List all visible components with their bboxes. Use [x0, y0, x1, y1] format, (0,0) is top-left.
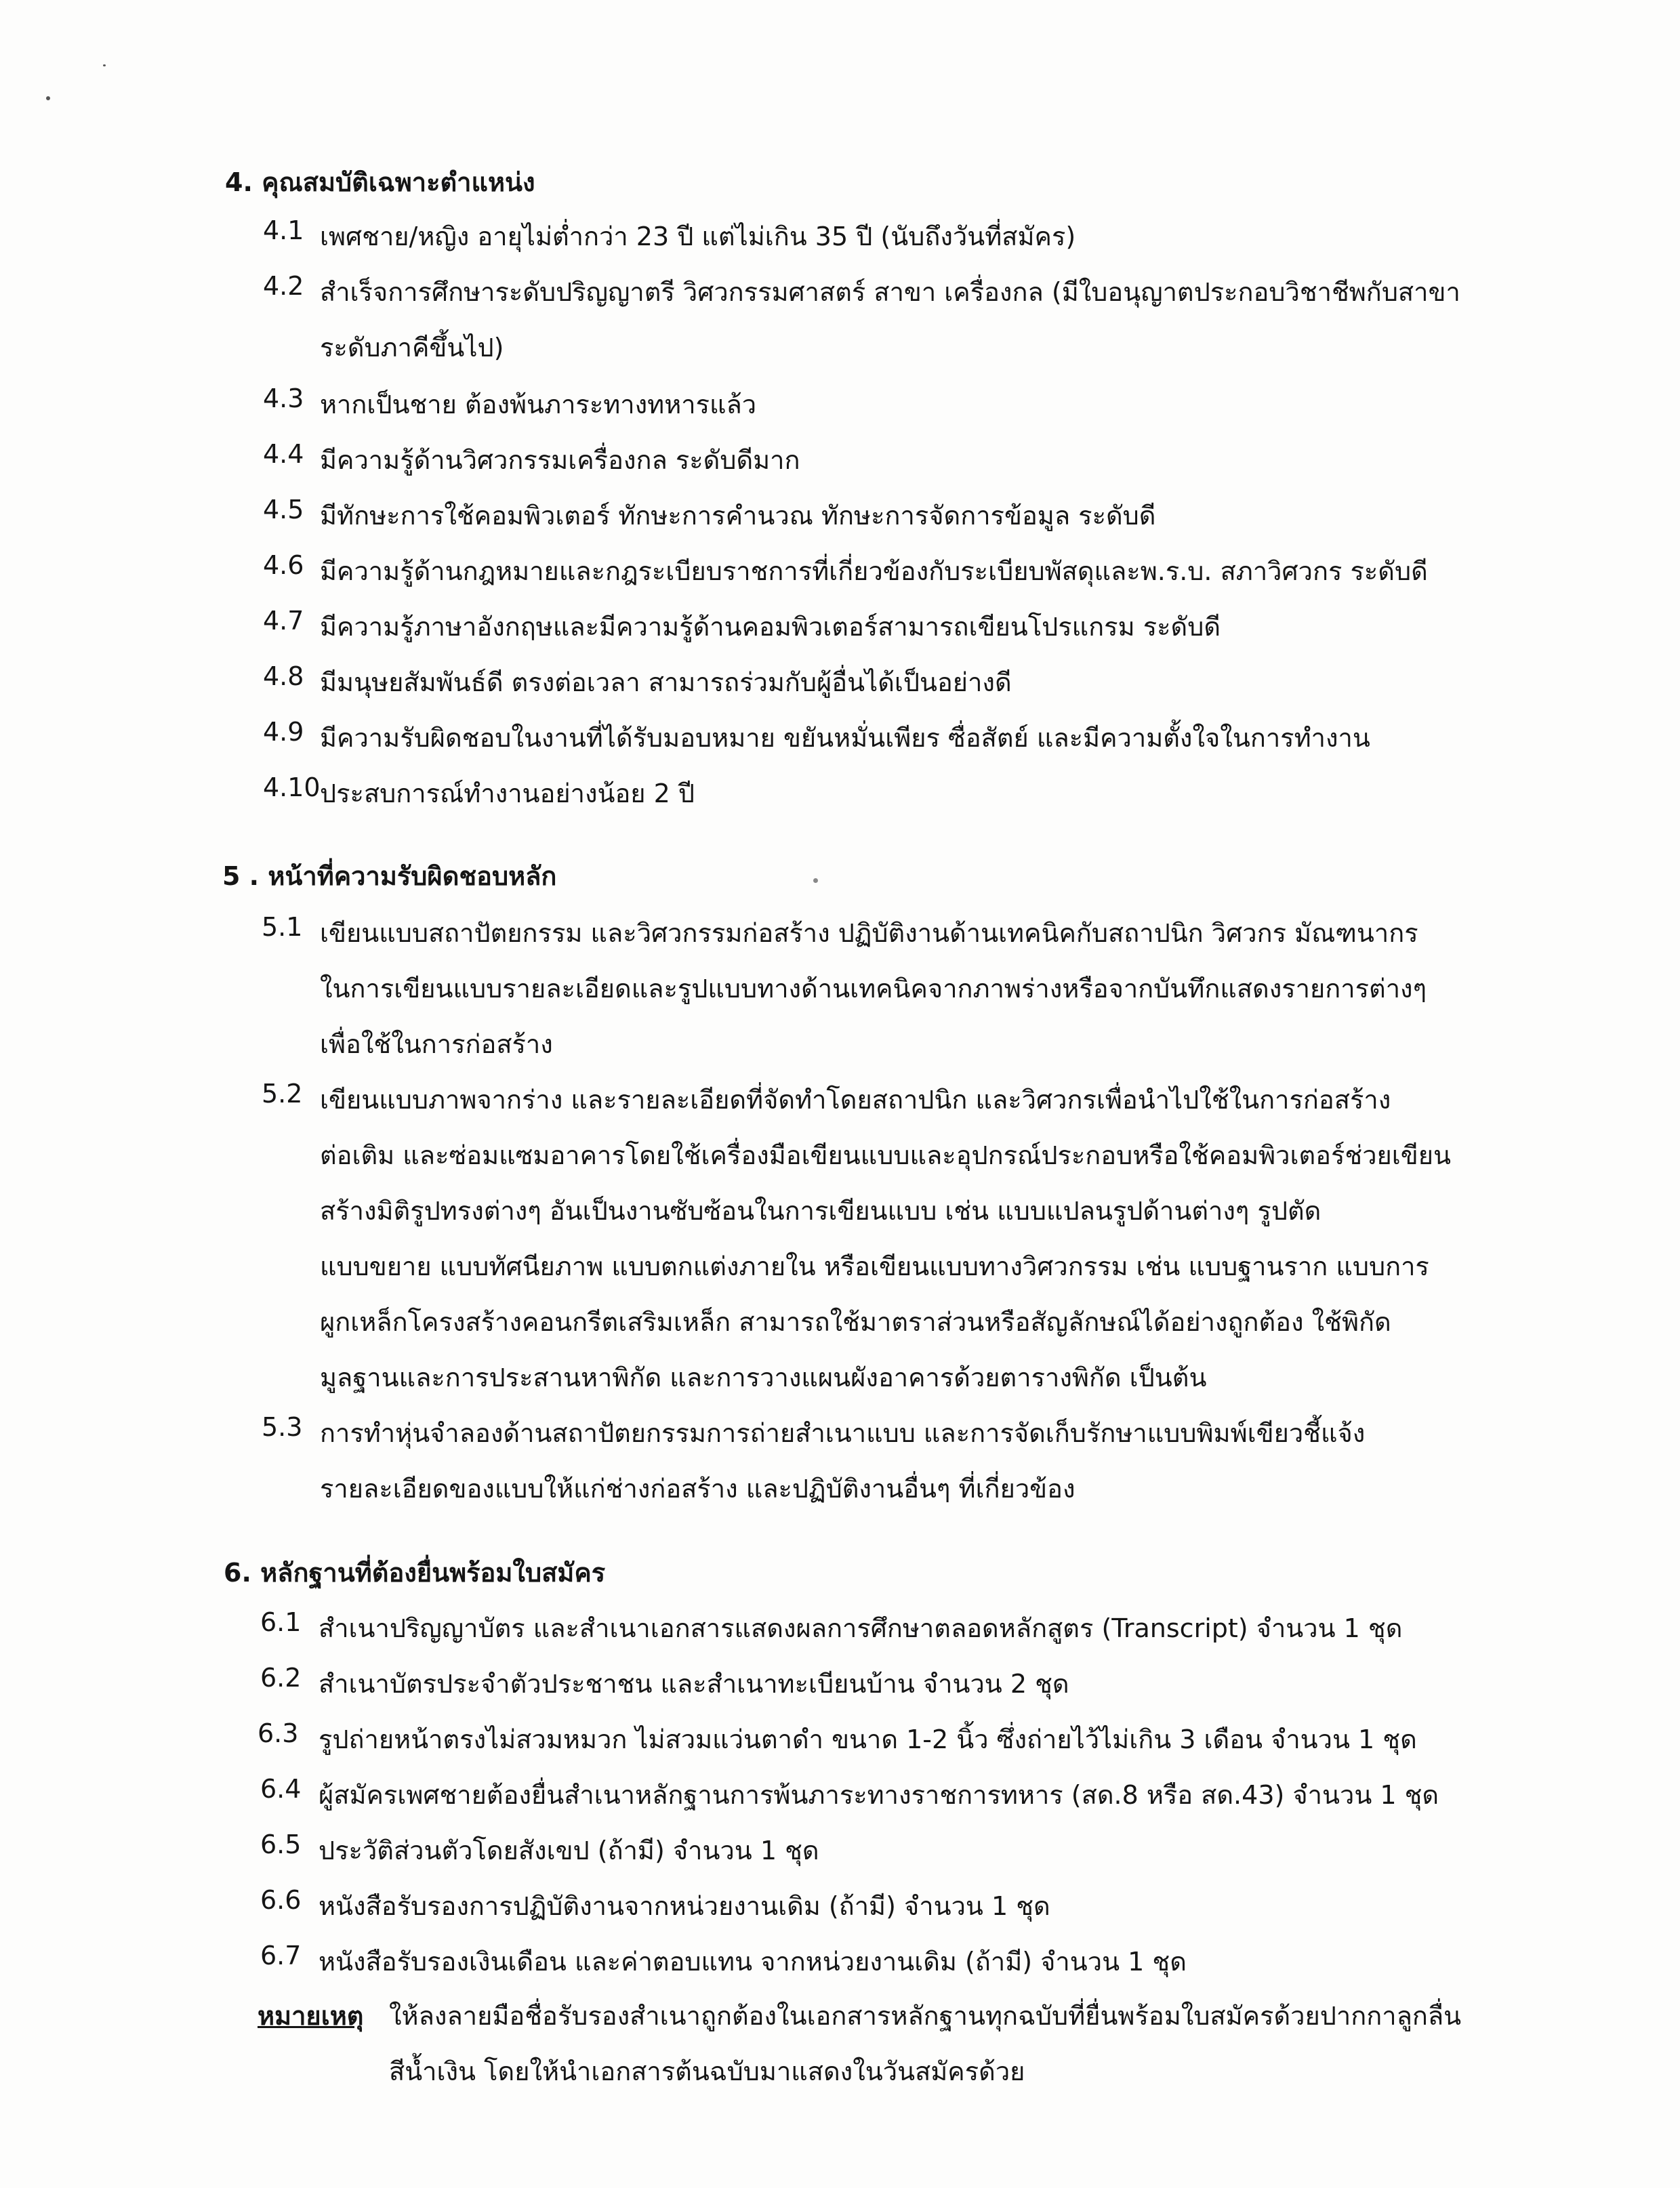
item-text: สร้างมิติรูปทรงต่างๆ อันเป็นงานซับซ้อนในการเขียนแบบ เช่น แบบแปลนรูปด้านต่างๆ รูปตัด — [320, 1196, 1322, 1226]
item-text: มีความรู้ภาษาอังกฤษและมีความรู้ด้านคอมพิวเตอร์สามารถเขียนโปรแกรม ระดับดี — [320, 612, 1221, 642]
item-number: 5.2 — [262, 1079, 303, 1109]
item-text: มีความรู้ด้านวิศวกรรมเครื่องกล ระดับดีมาก — [320, 445, 800, 475]
item-text: มีความรับผิดชอบในงานที่ได้รับมอบหมาย ขยันหมั่นเพียร ซื่อสัตย์ และมีความตั้งใจในการทำงาน — [320, 723, 1370, 753]
item-text: การทำหุ่นจำลองด้านสถาปัตยกรรมการถ่ายสำเนาแบบ และการจัดเก็บรักษาแบบพิมพ์เขียวชี้แจ้ง — [320, 1418, 1366, 1448]
section-4-heading: 4. คุณสมบัติเฉพาะตำแหน่ง — [225, 167, 535, 197]
item-number: 4.5 — [263, 495, 304, 524]
item-text: ผูกเหล็กโครงสร้างคอนกรีตเสริมเหล็ก สามารถใช้มาตราส่วนหรือสัญลักษณ์ได้อย่างถูกต้อง ใช้พิกัด — [320, 1307, 1391, 1337]
item-text: มีมนุษยสัมพันธ์ดี ตรงต่อเวลา สามารถร่วมกับผู้อื่นได้เป็นอย่างดี — [320, 667, 1012, 697]
item-number: 6.6 — [260, 1885, 302, 1915]
item-number: 5.3 — [262, 1412, 303, 1442]
item-text: ผู้สมัครเพศชายต้องยื่นสำเนาหลักฐานการพ้นภาระทางราชการทหาร (สด.8 หรือ สด.43) จำนวน 1 ชุด — [319, 1780, 1439, 1810]
scan-speck — [103, 64, 106, 66]
item-number: 6.5 — [260, 1830, 302, 1859]
item-number: 4.8 — [263, 661, 304, 691]
item-text: ประวัติส่วนตัวโดยสังเขป (ถ้ามี) จำนวน 1 ชุด — [319, 1836, 819, 1865]
item-number: 4.2 — [263, 271, 304, 301]
item-text: แบบขยาย แบบทัศนียภาพ แบบตกแต่งภายใน หรือเขียนแบบทางวิศวกรรม เช่น แบบฐานราก แบบการ — [320, 1252, 1429, 1281]
item-text: ระดับภาคีขึ้นไป) — [320, 333, 504, 363]
item-text: สำเร็จการศึกษาระดับปริญญาตรี วิศวกรรมศาสตร์ สาขา เครื่องกล (มีใบอนุญาตประกอบวิชาชีพกับสาขา — [320, 277, 1460, 307]
section-6-heading: 6. หลักฐานที่ต้องยื่นพร้อมใบสมัคร — [224, 1558, 606, 1588]
item-number: 4.4 — [263, 439, 304, 469]
item-text: มีทักษะการใช้คอมพิวเตอร์ ทักษะการคำนวณ ทักษะการจัดการข้อมูล ระดับดี — [320, 501, 1156, 531]
item-number: 4.9 — [263, 717, 304, 747]
scan-speck — [46, 96, 50, 100]
item-text: ในการเขียนแบบรายละเอียดและรูปแบบทางด้านเทคนิคจากภาพร่างหรือจากบันทึกแสดงรายการต่างๆ — [320, 974, 1427, 1004]
item-text: เขียนแบบสถาปัตยกรรม และวิศวกรรมก่อสร้าง ปฏิบัติงานด้านเทคนิคกับสถาปนิก วิศวกร มัณฑนากร — [320, 918, 1418, 948]
note-text: สีน้ำเงิน โดยให้นำเอกสารต้นฉบับมาแสดงในวันสมัครด้วย — [389, 2057, 1025, 2086]
item-text: ต่อเติม และซ่อมแซมอาคารโดยใช้เครื่องมือเขียนแบบและอุปกรณ์ประกอบหรือใช้คอมพิวเตอร์ช่วยเขียน — [320, 1140, 1452, 1170]
item-number: 4.7 — [263, 606, 304, 636]
item-text: หากเป็นชาย ต้องพ้นภาระทางทหารแล้ว — [320, 390, 757, 419]
note-label: หมายเหตุ — [258, 2001, 364, 2031]
item-text: ประสบการณ์ทำงานอย่างน้อย 2 ปี — [320, 779, 695, 808]
item-text: เพื่อใช้ในการก่อสร้าง — [320, 1029, 553, 1059]
item-number: 6.1 — [260, 1607, 302, 1637]
item-text: เพศชาย/หญิง อายุไม่ต่ำกว่า 23 ปี แต่ไม่เกิน 35 ปี (นับถึงวันที่สมัคร) — [320, 222, 1076, 251]
item-text: รายละเอียดของแบบให้แก่ช่างก่อสร้าง และปฏิบัติงานอื่นๆ ที่เกี่ยวข้อง — [320, 1474, 1075, 1504]
item-number: 4.3 — [263, 384, 304, 413]
item-text: หนังสือรับรองเงินเดือน และค่าตอบแทน จากหน่วยงานเดิม (ถ้ามี) จำนวน 1 ชุด — [319, 1947, 1187, 1977]
item-number: 6.4 — [260, 1774, 302, 1804]
item-text: หนังสือรับรองการปฏิบัติงานจากหน่วยงานเดิม (ถ้ามี) จำนวน 1 ชุด — [319, 1891, 1050, 1921]
item-text: รูปถ่ายหน้าตรงไม่สวมหมวก ไม่สวมแว่นตาดำ ขนาด 1-2 นิ้ว ซึ่งถ่ายไว้ไม่เกิน 3 เดือน จำนวน 1 ชุด — [319, 1725, 1417, 1754]
scan-speck — [813, 878, 818, 883]
item-number: 6.3 — [258, 1718, 299, 1748]
item-number: 6.2 — [260, 1663, 302, 1693]
item-number: 5.1 — [262, 912, 303, 942]
item-text: สำเนาปริญญาบัตร และสำเนาเอกสารแสดงผลการศึกษาตลอดหลักสูตร (Transcript) จำนวน 1 ชุด — [319, 1613, 1403, 1643]
item-number: 4.1 — [263, 215, 304, 245]
item-text: เขียนแบบภาพจากร่าง และรายละเอียดที่จัดทำโดยสถาปนิก และวิศวกรเพื่อนำไปใช้ในการก่อสร้าง — [320, 1085, 1391, 1115]
item-text: มูลฐานและการประสานหาพิกัด และการวางแผนผังอาคารด้วยตารางพิกัด เป็นต้น — [320, 1363, 1207, 1392]
item-text: สำเนาบัตรประจำตัวประชาชน และสำเนาทะเบียนบ้าน จำนวน 2 ชุด — [319, 1669, 1069, 1699]
item-text: มีความรู้ด้านกฎหมายและกฎระเบียบราชการที่เกี่ยวข้องกับระเบียบพัสดุและพ.ร.บ. สภาวิศวกร ระดับดี — [320, 556, 1428, 586]
item-number: 6.7 — [260, 1941, 302, 1970]
note-text: ให้ลงลายมือชื่อรับรองสำเนาถูกต้องในเอกสารหลักฐานทุกฉบับที่ยื่นพร้อมใบสมัครด้วยปากกาลูกลื่น — [389, 2001, 1462, 2031]
section-5-heading: 5 . หน้าที่ความรับผิดชอบหลัก — [222, 861, 557, 891]
item-number: 4.6 — [263, 550, 304, 580]
item-number: 4.10 — [263, 772, 321, 802]
